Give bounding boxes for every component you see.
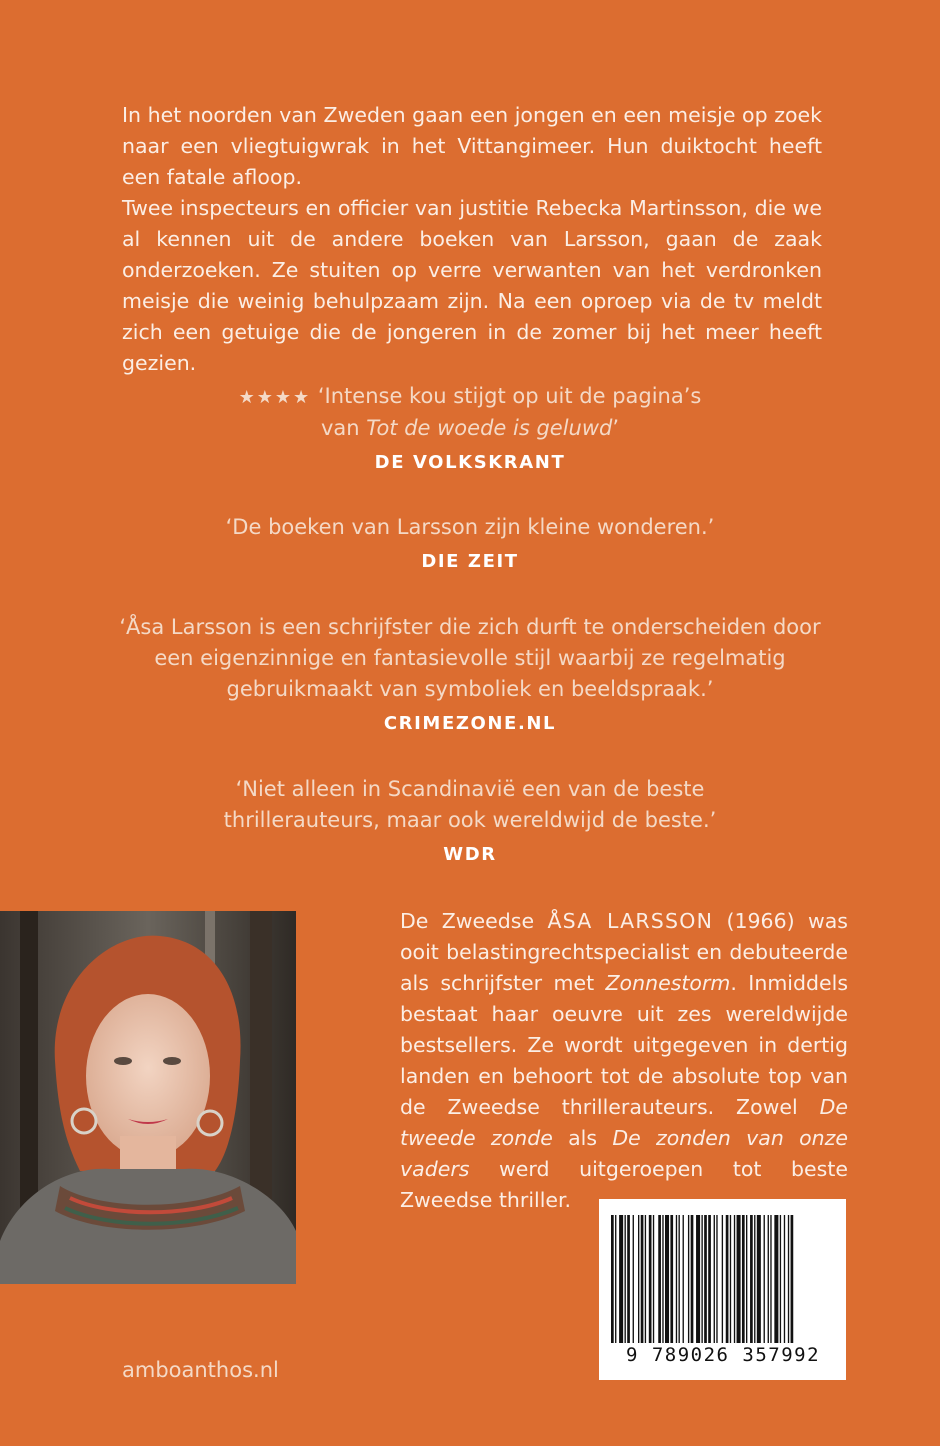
quote-source: DIE ZEIT [421, 551, 519, 572]
rating-stars-icon: ★★★★ [238, 387, 312, 408]
barcode-bar [615, 1215, 616, 1343]
barcode-bar [774, 1215, 778, 1343]
quote-text: ‘Intense kou stijgt op uit de pagina’s [317, 384, 702, 408]
quote-text: ‘Åsa Larsson is een schrijfster die zich durft te onderscheiden door een eigenzinnige en fantasievolle stijl waarbij ze regelmatig gebruikmaakt van symboliek en beeldspraak.’ [119, 615, 821, 701]
barcode-bar [770, 1215, 771, 1343]
author-bio: De Zweedse ÅSA LARSSON (1966) was ooit belastingrechtspecialist en debuteerde als schrijfster met Zonnestorm. Inmiddels bestaat haar oeuvre uit zes wereldwijde bestsellers. Ze wordt uitgegeven in dertig landen en behoort tot de absolute top van de Zweedse thrillerauteurs. Zowel De tweede zonde als De zonden van onze vaders werd uitgeroepen tot beste Zweedse thriller. [400, 909, 848, 1212]
barcode-bar [768, 1215, 769, 1343]
barcode-bar [611, 1215, 614, 1343]
barcode-bar [750, 1215, 753, 1343]
barcode-bar [638, 1215, 639, 1343]
author-photo [0, 911, 296, 1284]
barcode-bar [716, 1215, 717, 1343]
book-title: Tot de woede is geluwd [366, 416, 613, 440]
barcode-bar [791, 1215, 794, 1343]
barcode-bar [737, 1215, 741, 1343]
review-quote-3 [110, 612, 830, 739]
barcode-bar [670, 1215, 673, 1343]
publisher-website: amboanthos.nl [122, 1358, 279, 1382]
barcode-bar [665, 1215, 669, 1343]
blurb-paragraph-2: Twee inspecteurs en officier van justitie Rebecka Martinsson, die we al kennen uit de andere boeken van Larsson, gaan de zaak onderzoeken. Ze stuiten op verre verwanten van het verdronken meisje die weinig behulpzaam zijn. Na een oproep via de tv meldt zich een getuige die de jongeren in de zomer bij het meer heeft gezien. [122, 196, 822, 375]
book-title: De tweede zonde [400, 1095, 848, 1150]
barcode-bar [696, 1215, 700, 1343]
blurb [122, 100, 822, 379]
blurb-paragraph-1: In het noorden van Zweden gaan een jongen en een meisje op zoek naar een vliegtuigwrak in het Vittangimeer. Hun duiktocht heeft een fatale afloop. [122, 103, 822, 189]
barcode-bar [627, 1215, 630, 1343]
review-quote-1: ★★★★ ‘Intense kou stijgt op uit de pagina’s van Tot de woede is geluwd’ DE VOLKSKRANT [100, 381, 840, 478]
author-portrait-image [0, 911, 296, 1284]
barcode-bar [658, 1215, 661, 1343]
barcode-bar [683, 1215, 684, 1343]
review-quote-4 [200, 774, 740, 870]
barcode-bar [784, 1215, 785, 1343]
barcode-bar [701, 1215, 702, 1343]
barcode-bar [662, 1215, 663, 1343]
barcode-bar [714, 1215, 715, 1343]
quote-source: CRIMEZONE.NL [383, 713, 557, 734]
barcode-bar [754, 1215, 755, 1343]
quote-text: ‘De boeken van Larsson zijn kleine wonderen.’ [225, 515, 715, 539]
barcode-bar [742, 1215, 745, 1343]
barcode-bar [649, 1215, 652, 1343]
book-title: Zonnestorm [605, 971, 731, 995]
quote-source: DE VOLKSKRANT [374, 452, 566, 473]
barcode-bar [619, 1215, 623, 1343]
barcode-bar [746, 1215, 747, 1343]
barcode-bar [764, 1215, 765, 1343]
barcode-bar [780, 1215, 781, 1343]
author-name: ÅSA LARSSON [547, 909, 714, 933]
review-quote-2 [100, 512, 840, 577]
barcode-bar [708, 1215, 711, 1343]
barcode-bar [788, 1215, 789, 1343]
barcode-bar [653, 1215, 654, 1343]
book-title: De zonden van onze vaders [400, 1126, 848, 1181]
barcode-bar [633, 1215, 634, 1343]
isbn-number: 9 789026 357992 [625, 1344, 821, 1366]
barcode-bar [676, 1215, 677, 1343]
barcode-bar [691, 1215, 694, 1343]
barcode [599, 1199, 846, 1380]
barcode-bar [730, 1215, 731, 1343]
barcode-bar [734, 1215, 735, 1343]
barcode-bar [641, 1215, 644, 1343]
barcode-bar [757, 1215, 761, 1343]
barcode-bar [625, 1215, 626, 1343]
barcode-bar [726, 1215, 729, 1343]
quote-text: ‘Niet alleen in Scandinavië een van de beste thrillerauteurs, maar ook wereldwijd de beste.’ [223, 777, 717, 832]
quote-source: WDR [443, 844, 497, 865]
barcode-bars [611, 1215, 835, 1343]
barcode-bar [679, 1215, 680, 1343]
barcode-bar [645, 1215, 646, 1343]
barcode-bar [704, 1215, 707, 1343]
barcode-bar [722, 1215, 723, 1343]
barcode-bar [688, 1215, 689, 1343]
